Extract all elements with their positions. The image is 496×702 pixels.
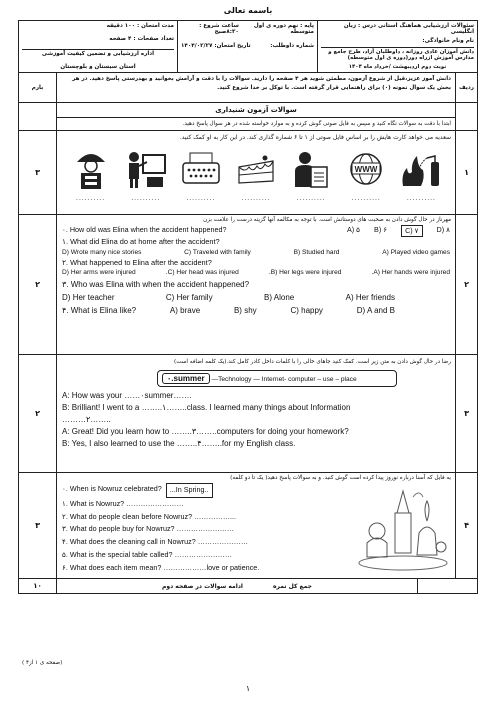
header-right-column — [317, 21, 477, 72]
question-number: ۱ — [455, 131, 477, 214]
card-blank[interactable]: .......... — [406, 195, 436, 202]
question-2-3: ۳. Who was Elina with when the accident happened? — [62, 280, 250, 289]
exam-sheet — [18, 20, 478, 594]
option-c[interactable]: C) happy — [290, 306, 323, 315]
option-a[interactable]: A) Her friends — [345, 293, 395, 302]
question-4-intro: یه فایل که آسنا درباره نوروز پیدا کرده است گوش کنید. و به سوالات پاسخ دهید( یک تا دو کلمه) — [230, 475, 451, 481]
question-score: ۳ — [19, 473, 57, 578]
card-blank[interactable]: .......... — [351, 195, 381, 202]
word-bank-example: ۰.summer — [162, 373, 210, 384]
header-middle-column — [177, 21, 317, 72]
option-d[interactable]: D) Her arms were injured — [62, 269, 136, 276]
dialogue-line: A: Great! Did you learn how to ……..۳……..computers for doing your homework? — [62, 427, 349, 436]
option-b[interactable]: B) ۶ — [374, 225, 388, 234]
option-d[interactable]: D) ۸ — [436, 225, 450, 234]
example-answer: ...In Spring.. — [166, 483, 213, 498]
question-1-row — [19, 131, 477, 215]
card-blank[interactable]: .......... — [186, 195, 216, 202]
question-2-2: ۲. What happened to Elina after the accident? — [62, 257, 212, 267]
question-number: ۴ — [455, 473, 477, 578]
office-label: اداره ارزشیابی و تضمین کیفیت آموزشی — [22, 49, 174, 57]
option-d[interactable]: D) Wrote many nice stories — [62, 248, 142, 256]
word-bank-words: —Technology — Internet- computer – use – place — [211, 376, 357, 383]
question-3-intro: رضا در حال گوش دادن به متن زیر است. کمک کنید جاهای خالی را با کلمات داخل کادر کامل کند.(یک کلمه اضافه است) — [174, 359, 451, 365]
card-blank[interactable]: .......... — [296, 195, 326, 202]
option-b[interactable]: B) Her legs were injured. — [268, 269, 342, 276]
candidate-number-label: شماره داوطلب: — [270, 42, 314, 49]
province-label: استان سیستان و بلوچستان — [60, 64, 136, 70]
option-c[interactable]: C) Her family — [165, 293, 213, 302]
exam-header — [19, 21, 477, 73]
option-a[interactable]: A) ۵ — [347, 225, 361, 234]
svg-text:WWW: WWW — [354, 165, 378, 174]
option-d[interactable]: D) A and B — [356, 306, 395, 315]
question-2-4-line — [57, 304, 455, 317]
question-2-intro: مهرناز در حال گوش دادن به صحبت های دوستانش است. با توجه به مکالمه آنها گزینه درست را علامت بزن — [203, 217, 451, 223]
question-2-1: ۱. What did Elina do at home after the accident? — [62, 237, 220, 246]
question-number: ۲ — [455, 215, 477, 354]
total-score-label: جمع کل نمره — [272, 582, 312, 590]
bismillah: باسمه تعالی — [223, 6, 273, 15]
option-c[interactable]: C) Traveled with family — [184, 248, 251, 256]
teacher-board-icon — [124, 147, 168, 191]
option-b[interactable]: B) Alone — [263, 293, 295, 302]
option-d[interactable]: D) Her teacher — [62, 293, 115, 302]
example-question: ۰. How old was Elina when the accident happened? — [62, 225, 227, 234]
person-id-icon — [289, 147, 333, 191]
option-a[interactable]: A) Her hands were injured. — [371, 269, 450, 276]
question-2-4: ۴. What is Elina like? — [62, 306, 137, 315]
instructions-text: دانش آموز عزیز،قبل از شروع آزمون، مطمئن شوید هر ۴ صفحه را دارید. سوالات را با دقت و آرامش بخوانید و بهدرستی پاسخ دهید. در هر بخش یک سوال نمونه (۰) برای راهنمایی قرار گرفته است. با توکل بر خدا شروع کنید. — [72, 76, 451, 91]
question-score: ۳ — [19, 131, 57, 214]
question-4-3: ۳. What do people buy for Nowruz? …………………… — [62, 524, 235, 534]
listening-section-note: ابتدا با دقت به سوالات نگاه کنید و سپس به فایل صوتی گوش کرده و به موارد خواسته شده در هر سوال پاسخ دهید. — [182, 121, 451, 127]
option-b[interactable]: B) shy — [233, 306, 257, 315]
page-number: ۱ — [245, 684, 251, 693]
option-a[interactable]: A) brave — [169, 306, 201, 315]
question-4-5: ۵. What is the special table called? …………………… — [62, 549, 233, 559]
question-2-1-options — [57, 248, 455, 258]
dialogue-line: A: How was your ……۰summer……. — [62, 391, 192, 400]
www-globe-icon — [344, 147, 388, 191]
listening-section-title: سوالات آزمون شنیداری — [57, 103, 455, 118]
barem-header: بارم — [19, 73, 57, 102]
word-bank-box — [157, 370, 397, 387]
option-a[interactable]: A) Played video games — [382, 248, 450, 256]
page-of-pages: (صفحه ی ۱ از۴ ) — [22, 660, 63, 666]
total-score-row — [19, 579, 477, 593]
card-blank[interactable]: .......... — [76, 195, 106, 202]
duration-label: مدت امتحان : ۱۰۰ دقیقه — [106, 23, 174, 29]
typewriter-icon — [179, 147, 223, 191]
fire-extinguisher-icon — [399, 147, 443, 191]
question-4-4: ۴. What does the cleaning call in Nowruz? ………………… — [62, 537, 249, 547]
nowruz-table-icon — [357, 483, 449, 573]
example-question: ۰. When is Nowruz celebrated? — [62, 484, 162, 493]
pages-label: تعداد صفحات : ۴ صفحه — [109, 36, 174, 42]
question-3-row — [19, 355, 477, 473]
question-4-row — [19, 473, 477, 579]
grade-label: پایه : نهم دوره ی اول متوسطه — [253, 23, 314, 35]
card-blank[interactable]: .......... — [241, 195, 271, 202]
listening-section-row — [19, 103, 477, 131]
session-line: نوبت دوم اردیبهشت /خرداد ماه ۱۴۰۴ — [348, 64, 447, 70]
question-2-row — [19, 215, 477, 355]
firefighter-icon — [69, 147, 113, 191]
dialogue-line: ………۲…….. — [62, 415, 111, 424]
dialogue-line: B: Brilliant! I went to a ……..۱……..class. I learned many things about Information — [62, 403, 351, 412]
table-header — [19, 73, 477, 103]
question-number: ۳ — [455, 355, 477, 472]
exam-date-label: تاریخ امتحان: ۱۴۰۴/۰۲/۲۷ — [181, 42, 251, 49]
example-question-line — [57, 225, 455, 237]
picture-cards — [57, 143, 455, 195]
radif-header: ردیف — [455, 73, 477, 102]
dialogue-line: B: Yes, I also learned to use the ……..۴……..for my English class. — [62, 439, 296, 448]
question-4-2: ۲. What do people clean before Nowruz? ……………... — [62, 511, 237, 521]
question-score: ۲ — [19, 215, 57, 354]
total-score: ۱۰ — [19, 579, 57, 593]
cake-icon — [234, 147, 278, 191]
question-1-text: سعدیه می خواهد کارت هایش را بر اساس فایل صوتی از ۱ تا ۶ شماره گذاری کند. در این کار به او کمک کنید. — [179, 134, 451, 141]
question-2-3-options — [57, 291, 455, 304]
option-b[interactable]: B) Studied hard — [293, 248, 340, 256]
question-4-6: ۶. What does each item mean? ………………love or patience. — [62, 562, 260, 572]
exam-title: سئوالات ارزشیابی هماهنگ استانی درس : زبان انگلیسی — [343, 23, 474, 35]
option-c-selected[interactable]: C) ۷ — [401, 225, 422, 237]
option-c[interactable]: C) Her head was injured. — [165, 269, 239, 276]
question-4-1: ۱. What is Nowruz? …………………… — [62, 498, 184, 508]
school-line: دانش آموزان عادی روزانه ، داوطلبان آزاد، طرح جامع و مدارس آموزش ازراه دور(دوره ی اول متوسطه) — [321, 47, 474, 61]
card-number-blanks — [57, 195, 455, 205]
header-left-column — [19, 21, 177, 72]
start-time-label: ساعت شروع : ۸:۳۰صبح — [199, 23, 239, 35]
card-blank[interactable]: .......... — [131, 195, 161, 202]
continue-note: ادامه سوالات در صفحه دوم — [162, 582, 243, 590]
student-name-label: نام ونام خانوادگی: — [422, 38, 474, 44]
question-2-2-options — [57, 268, 455, 278]
question-score: ۲ — [19, 355, 57, 472]
